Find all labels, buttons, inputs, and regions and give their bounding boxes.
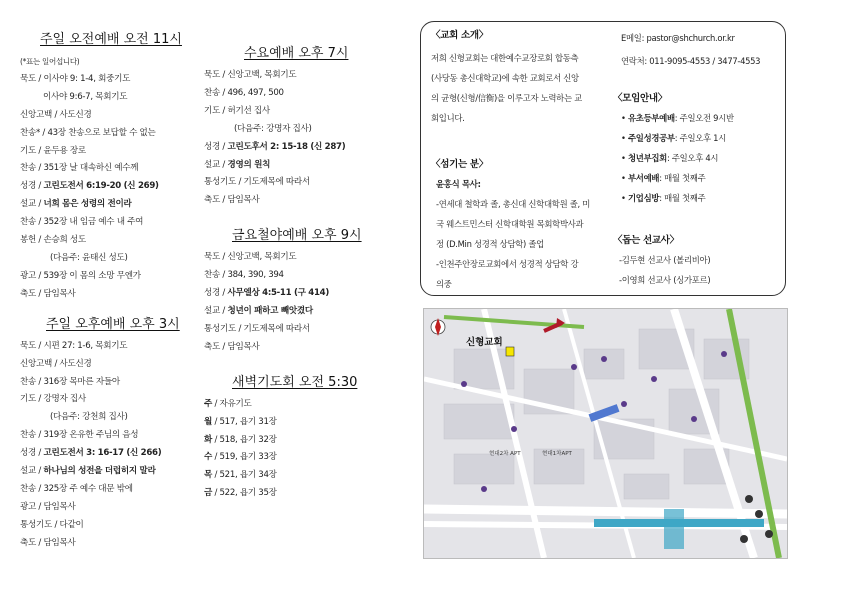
friday-order — [204, 249, 362, 356]
pastor-bio: -연세대 철학과 졸, 총신대 신학대학원 졸, 미 국 웨스트민스터 신학대학원 목회학박사과 정 (D.Min 성경적 상담학) 졸업 -인천주안장로교회에서 성경적 상담학 강 의중 — [436, 199, 591, 289]
friday-title: 금요철야예배 오후 9시 — [232, 228, 362, 244]
order-line: 설교 / 하나님의 성전을 더럽히지 말라 — [20, 466, 156, 477]
meeting-heading: 〈모임안내〉 — [613, 93, 667, 104]
meeting-item: • 부서예배: 매월 첫째주 — [621, 173, 706, 183]
order-line: 찬송* / 43장 찬송으로 보답할 수 없는 — [20, 127, 156, 138]
meeting-list — [621, 108, 734, 208]
order-line: 찬송 / 384, 390, 394 — [204, 270, 284, 281]
dawn-title: 새벽기도회 오전 5:30 — [232, 374, 358, 390]
order-line: 성경 / 사무엘상 4:5-11 (구 414) — [204, 288, 329, 299]
mission-heading: 〈돕는 선교사〉 — [613, 235, 679, 246]
order-line: 성경 / 고린도전서 6:19-20 (신 269) — [20, 181, 159, 192]
left-column — [20, 28, 182, 553]
map-church-label: 신형교회 — [466, 337, 503, 348]
order-line: 묵도 / 신앙고백, 목회기도 — [204, 70, 297, 80]
map-apt-label: 현대1차APT — [542, 451, 572, 457]
order-line: (다음주: 강천희 집사) — [50, 412, 128, 423]
order-line: 광고 / 담임목사 — [20, 501, 76, 512]
order-line: 성경 / 고린도후서 2: 15-18 (신 287) — [204, 141, 346, 152]
order-line: 이사야 9:6-7, 목회기도 — [43, 91, 128, 102]
order-line: 광고 / 539장 이 몸의 소망 무엔가 — [20, 270, 141, 281]
middle-column — [204, 42, 362, 503]
order-line: 묵도 / 이사야 9: 1-4, 회중기도 — [20, 73, 131, 84]
phone-text: 연락처: 011-9095-4553 / 3477-4553 — [621, 56, 761, 66]
meeting-item: • 기업심방: 매월 첫째주 — [621, 193, 706, 203]
order-line: 묵도 / 신앙고백, 목회기도 — [204, 252, 297, 263]
order-line: 설교 / 너희 몸은 성령의 전이라 — [20, 199, 132, 210]
order-line: 찬송 / 352장 내 임금 예수 내 주여 — [20, 217, 144, 228]
order-line: (*표는 일어섭니다) — [20, 57, 80, 66]
dawn-row: 금 / 522, 욥기 35장 — [204, 488, 277, 499]
dawn-order — [204, 396, 362, 503]
order-line: 신앙고백 / 사도신경 — [20, 358, 92, 369]
meeting-item: • 유초등부예배: 주일오전 9시반 — [621, 113, 734, 123]
map-graphic — [424, 309, 787, 558]
pastor-heading: 〈섬기는 분〉 — [431, 159, 488, 170]
dawn-row: 화 / 518, 욥기 32장 — [204, 434, 277, 445]
order-line: 성경 / 고린도전서 3: 16-17 (신 266) — [20, 448, 162, 459]
dawn-row: 주 / 자유기도 — [204, 398, 252, 409]
dawn-row: 목 / 521, 욥기 34장 — [204, 470, 277, 481]
order-line: 찬송 / 351장 날 대속하신 예수께 — [20, 163, 139, 174]
sunday-morning-title: 주일 오전예배 오전 11시 — [40, 32, 182, 47]
sunday-morning-order — [20, 53, 182, 304]
intro-text: 저희 신형교회는 대한예수교장로회 합동측 (사당동 총신대학교)에 속한 교회로서 신앙 의 균형(신형/信衡)을 이루고자 노력하는 교 회입니다. — [431, 53, 582, 123]
order-line: 통성기도 / 다같이 — [20, 519, 84, 530]
sunday-afternoon-title: 주일 오후예배 오후 3시 — [46, 316, 180, 332]
intro-heading: 〈교회 소개〉 — [431, 30, 488, 41]
order-line: 기도 / 윤두용 장로 — [20, 145, 86, 156]
church-location-map — [423, 308, 788, 559]
order-line: 봉헌 / 손승희 성도 — [20, 235, 86, 246]
church-info-box — [420, 21, 786, 296]
pastor-name: 윤홍식 목사: — [436, 179, 481, 189]
order-line: 기도 / 강명자 집사 — [20, 394, 86, 405]
missionary-list: -김두현 선교사 (볼리비아) -이영희 선교사 (싱가포르) — [619, 255, 711, 285]
meeting-item: • 청년부집회: 주일오후 4시 — [621, 153, 719, 163]
order-line: 찬송 / 496, 497, 500 — [204, 87, 284, 98]
dawn-row: 수 / 519, 욥기 33장 — [204, 452, 277, 463]
order-line: 설교 / 청년이 패하고 빼앗겼다 — [204, 305, 313, 316]
order-line: 축도 / 담임목사 — [20, 288, 76, 299]
order-line: 통성기도 / 기도제목에 따라서 — [204, 177, 310, 188]
order-line: 찬송 / 316장 목마른 자들아 — [20, 376, 120, 387]
map-apt-label: 현대2차 APT — [489, 451, 521, 457]
order-line: 통성기도 / 기도제목에 따라서 — [204, 323, 310, 334]
order-line: 축도 / 담임목사 — [20, 537, 76, 548]
order-line: 찬송 / 319장 온유한 주님의 음성 — [20, 430, 139, 441]
order-line: 축도 / 담임목사 — [204, 341, 260, 352]
order-line: 설교 / 경영의 원칙 — [204, 159, 271, 170]
sunday-afternoon-order — [20, 338, 182, 553]
order-line: 묵도 / 시편 27: 1-6, 목회기도 — [20, 340, 128, 351]
wednesday-title: 수요예배 오후 7시 — [244, 46, 349, 61]
order-line: (다음주: 윤태신 성도) — [50, 252, 128, 263]
order-line: 기도 / 허기선 집사 — [204, 105, 270, 116]
email-text: E메일: pastor@shchurch.or.kr — [621, 33, 735, 43]
dawn-row: 월 / 517, 욥기 31장 — [204, 416, 277, 427]
wednesday-order — [204, 67, 362, 210]
order-line: 찬송 / 325장 주 예수 대문 밖에 — [20, 483, 133, 494]
order-line: 신앙고백 / 사도신경 — [20, 109, 92, 120]
meeting-item: • 주일성경공부: 주일오후 1시 — [621, 133, 726, 143]
order-line: (다음주: 강명자 집사) — [234, 123, 312, 134]
order-line: 축도 / 담임목사 — [204, 195, 260, 206]
